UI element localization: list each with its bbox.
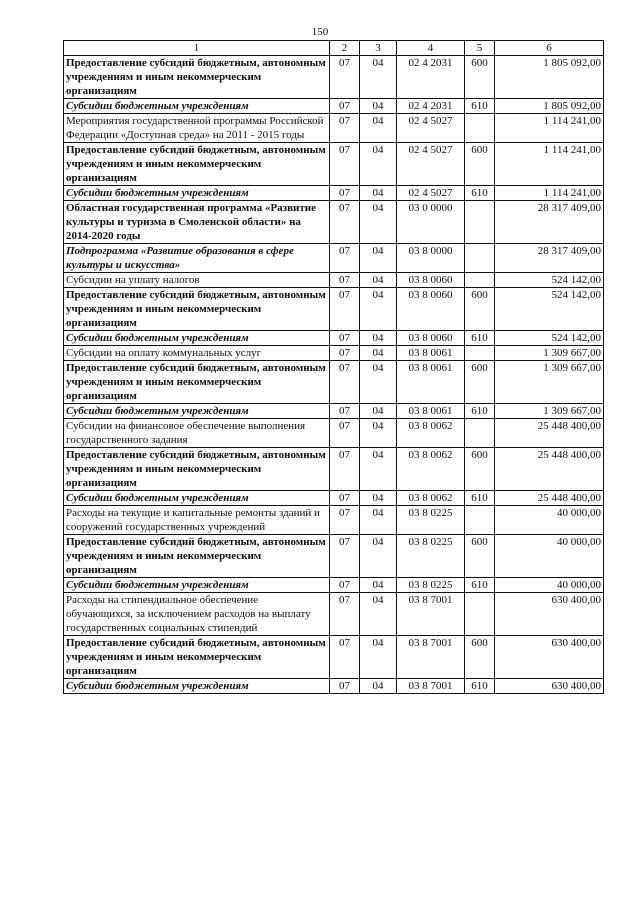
target-article-cell: 03 8 0062 (397, 491, 465, 506)
amount-cell: 630 400,00 (495, 679, 604, 694)
target-article-cell: 03 8 0061 (397, 404, 465, 419)
subsection-code-cell: 04 (360, 535, 397, 578)
expense-name-cell: Субсидии на оплату коммунальных услуг (64, 346, 330, 361)
expense-name-cell: Субсидии бюджетным учреждениям (64, 186, 330, 201)
amount-cell: 524 142,00 (495, 288, 604, 331)
expense-type-cell (465, 419, 495, 448)
table-row (64, 99, 604, 114)
subsection-code-cell: 04 (360, 491, 397, 506)
table-row (64, 114, 604, 143)
table-row (64, 273, 604, 288)
expense-type-cell: 600 (465, 448, 495, 491)
section-code-cell: 07 (330, 273, 360, 288)
amount-cell: 25 448 400,00 (495, 491, 604, 506)
column-header-1: 1 (64, 41, 330, 56)
target-article-cell: 03 8 0225 (397, 506, 465, 535)
expense-name-cell: Расходы на текущие и капитальные ремонты зданий и сооружений государственных учреждений (64, 506, 330, 535)
subsection-code-cell: 04 (360, 114, 397, 143)
subsection-code-cell: 04 (360, 99, 397, 114)
table-row (64, 535, 604, 578)
section-code-cell: 07 (330, 346, 360, 361)
amount-cell: 1 114 241,00 (495, 186, 604, 201)
subsection-code-cell: 04 (360, 346, 397, 361)
section-code-cell: 07 (330, 56, 360, 99)
column-header-4: 4 (397, 41, 465, 56)
subsection-code-cell: 04 (360, 593, 397, 636)
amount-cell: 1 309 667,00 (495, 404, 604, 419)
subsection-code-cell: 04 (360, 143, 397, 186)
amount-cell: 25 448 400,00 (495, 419, 604, 448)
expense-type-cell: 600 (465, 636, 495, 679)
amount-cell: 25 448 400,00 (495, 448, 604, 491)
table-row (64, 419, 604, 448)
table-row (64, 186, 604, 201)
expense-name-cell: Предоставление субсидий бюджетным, автономным учреждениям и иным некоммерческим организациям (64, 535, 330, 578)
target-article-cell: 03 8 0060 (397, 288, 465, 331)
subsection-code-cell: 04 (360, 506, 397, 535)
target-article-cell: 03 8 0062 (397, 448, 465, 491)
section-code-cell: 07 (330, 578, 360, 593)
expense-name-cell: Субсидии бюджетным учреждениям (64, 331, 330, 346)
expense-type-cell: 600 (465, 56, 495, 99)
amount-cell: 1 309 667,00 (495, 346, 604, 361)
table-row (64, 346, 604, 361)
subsection-code-cell: 04 (360, 201, 397, 244)
page-number: 150 (311, 26, 329, 38)
subsection-code-cell: 04 (360, 244, 397, 273)
subsection-code-cell: 04 (360, 331, 397, 346)
target-article-cell: 03 0 0000 (397, 201, 465, 244)
subsection-code-cell: 04 (360, 56, 397, 99)
expense-name-cell: Предоставление субсидий бюджетным, автономным учреждениям и иным некоммерческим организациям (64, 361, 330, 404)
table-row (64, 361, 604, 404)
section-code-cell: 07 (330, 679, 360, 694)
section-code-cell: 07 (330, 361, 360, 404)
expense-name-cell: Субсидии бюджетным учреждениям (64, 404, 330, 419)
amount-cell: 1 805 092,00 (495, 99, 604, 114)
amount-cell: 524 142,00 (495, 273, 604, 288)
section-code-cell: 07 (330, 448, 360, 491)
column-header-3: 3 (360, 41, 397, 56)
section-code-cell: 07 (330, 331, 360, 346)
amount-cell: 1 114 241,00 (495, 143, 604, 186)
table-row (64, 143, 604, 186)
section-code-cell: 07 (330, 99, 360, 114)
header-row (64, 41, 604, 56)
expense-name-cell: Предоставление субсидий бюджетным, автономным учреждениям и иным некоммерческим организациям (64, 56, 330, 99)
expense-type-cell: 600 (465, 535, 495, 578)
expense-name-cell: Субсидии бюджетным учреждениям (64, 578, 330, 593)
expense-name-cell: Субсидии на финансовое обеспечение выполнения государственного задания (64, 419, 330, 448)
table-row (64, 636, 604, 679)
table-body (64, 56, 604, 694)
expense-type-cell: 600 (465, 361, 495, 404)
section-code-cell: 07 (330, 186, 360, 201)
section-code-cell: 07 (330, 491, 360, 506)
subsection-code-cell: 04 (360, 273, 397, 288)
subsection-code-cell: 04 (360, 419, 397, 448)
target-article-cell: 02 4 5027 (397, 186, 465, 201)
section-code-cell: 07 (330, 244, 360, 273)
amount-cell: 1 805 092,00 (495, 56, 604, 99)
section-code-cell: 07 (330, 535, 360, 578)
section-code-cell: 07 (330, 419, 360, 448)
target-article-cell: 03 8 0225 (397, 535, 465, 578)
target-article-cell: 02 4 2031 (397, 56, 465, 99)
column-header-6: 6 (495, 41, 604, 56)
expense-type-cell (465, 346, 495, 361)
target-article-cell: 03 8 7001 (397, 636, 465, 679)
expense-type-cell (465, 201, 495, 244)
expense-name-cell: Субсидии бюджетным учреждениям (64, 491, 330, 506)
expense-name-cell: Областная государственная программа «Развитие культуры и туризма в Смоленской области» на 2014-2020 годы (64, 201, 330, 244)
section-code-cell: 07 (330, 143, 360, 186)
table-row (64, 244, 604, 273)
section-code-cell: 07 (330, 593, 360, 636)
table-header (64, 41, 604, 56)
target-article-cell: 03 8 0225 (397, 578, 465, 593)
amount-cell: 630 400,00 (495, 636, 604, 679)
expense-type-cell: 610 (465, 99, 495, 114)
table-row (64, 506, 604, 535)
expense-name-cell: Предоставление субсидий бюджетным, автономным учреждениям и иным некоммерческим организациям (64, 636, 330, 679)
subsection-code-cell: 04 (360, 448, 397, 491)
amount-cell: 630 400,00 (495, 593, 604, 636)
expense-type-cell: 610 (465, 186, 495, 201)
subsection-code-cell: 04 (360, 578, 397, 593)
amount-cell: 40 000,00 (495, 535, 604, 578)
table-row (64, 56, 604, 99)
section-code-cell: 07 (330, 636, 360, 679)
expense-name-cell: Предоставление субсидий бюджетным, автономным учреждениям и иным некоммерческим организациям (64, 448, 330, 491)
amount-cell: 1 309 667,00 (495, 361, 604, 404)
table-row (64, 448, 604, 491)
expense-name-cell: Субсидии бюджетным учреждениям (64, 99, 330, 114)
amount-cell: 40 000,00 (495, 578, 604, 593)
expense-type-cell (465, 114, 495, 143)
target-article-cell: 03 8 7001 (397, 593, 465, 636)
section-code-cell: 07 (330, 201, 360, 244)
subsection-code-cell: 04 (360, 288, 397, 331)
expense-name-cell: Подпрограмма «Развитие образования в сфере культуры и искусства» (64, 244, 330, 273)
target-article-cell: 03 8 0060 (397, 273, 465, 288)
amount-cell: 28 317 409,00 (495, 244, 604, 273)
expense-type-cell: 610 (465, 679, 495, 694)
subsection-code-cell: 04 (360, 186, 397, 201)
table-row (64, 491, 604, 506)
table-row (64, 201, 604, 244)
target-article-cell: 03 8 0061 (397, 361, 465, 404)
expense-type-cell (465, 506, 495, 535)
table-row (64, 331, 604, 346)
target-article-cell: 02 4 2031 (397, 99, 465, 114)
subsection-code-cell: 04 (360, 361, 397, 404)
expense-name-cell: Субсидии на уплату налогов (64, 273, 330, 288)
budget-table (63, 40, 604, 694)
expense-name-cell: Расходы на стипендиальное обеспечение обучающихся, за исключением расходов на выплату государственных социальных стипендий (64, 593, 330, 636)
expense-type-cell: 610 (465, 404, 495, 419)
subsection-code-cell: 04 (360, 404, 397, 419)
target-article-cell: 03 8 0060 (397, 331, 465, 346)
table-row (64, 404, 604, 419)
table-row (64, 288, 604, 331)
table-row (64, 578, 604, 593)
column-header-5: 5 (465, 41, 495, 56)
target-article-cell: 02 4 5027 (397, 143, 465, 186)
section-code-cell: 07 (330, 114, 360, 143)
section-code-cell: 07 (330, 506, 360, 535)
target-article-cell: 03 8 0061 (397, 346, 465, 361)
section-code-cell: 07 (330, 404, 360, 419)
amount-cell: 1 114 241,00 (495, 114, 604, 143)
section-code-cell: 07 (330, 288, 360, 331)
target-article-cell: 03 8 0062 (397, 419, 465, 448)
expense-name-cell: Мероприятия государственной программы Российской Федерации «Доступная среда» на 2011 - 2015 годы (64, 114, 330, 143)
expense-type-cell: 610 (465, 578, 495, 593)
subsection-code-cell: 04 (360, 679, 397, 694)
expense-type-cell: 610 (465, 491, 495, 506)
table-row (64, 679, 604, 694)
expense-type-cell (465, 273, 495, 288)
expense-type-cell: 610 (465, 331, 495, 346)
amount-cell: 28 317 409,00 (495, 201, 604, 244)
expense-name-cell: Субсидии бюджетным учреждениям (64, 679, 330, 694)
target-article-cell: 02 4 5027 (397, 114, 465, 143)
amount-cell: 524 142,00 (495, 331, 604, 346)
target-article-cell: 03 8 0000 (397, 244, 465, 273)
expense-name-cell: Предоставление субсидий бюджетным, автономным учреждениям и иным некоммерческим организациям (64, 288, 330, 331)
target-article-cell: 03 8 7001 (397, 679, 465, 694)
expense-name-cell: Предоставление субсидий бюджетным, автономным учреждениям и иным некоммерческим организациям (64, 143, 330, 186)
amount-cell: 40 000,00 (495, 506, 604, 535)
expense-type-cell: 600 (465, 288, 495, 331)
expense-type-cell (465, 593, 495, 636)
expense-type-cell: 600 (465, 143, 495, 186)
table-row (64, 593, 604, 636)
subsection-code-cell: 04 (360, 636, 397, 679)
column-header-2: 2 (330, 41, 360, 56)
expense-type-cell (465, 244, 495, 273)
